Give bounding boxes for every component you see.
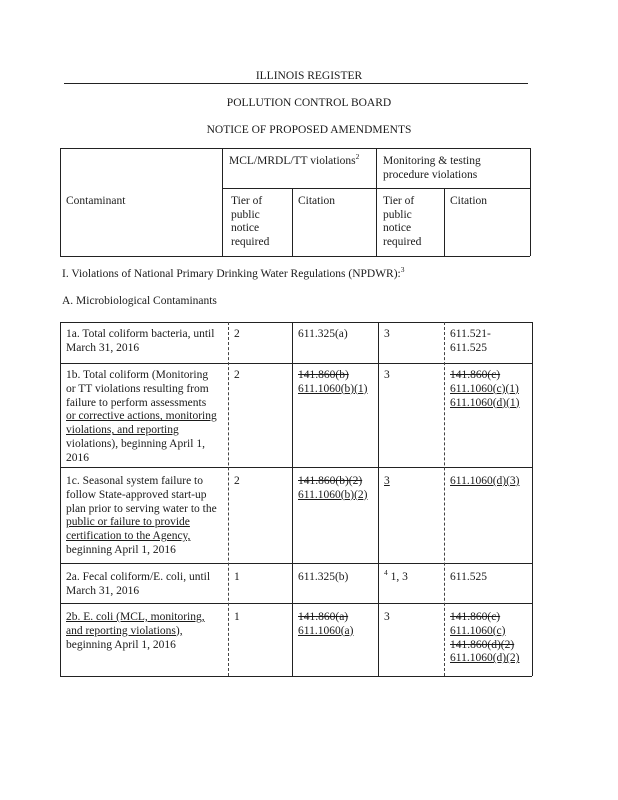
row-tier-monitoring: 3: [384, 328, 390, 340]
row-tier-monitoring: 3: [384, 369, 390, 381]
notice-title: NOTICE OF PROPOSED AMENDMENTS: [206, 124, 412, 136]
row-citation-monitoring: 611.521- 611.525: [450, 328, 491, 354]
row-citation-monitoring: 141.860(c) 611.1060(c) 141.860(d)(2) 611.1060(d)(2): [450, 611, 520, 665]
row-contaminant: 2b. E. coli (MCL, monitoring, and reporting violations), beginning April 1, 2016: [66, 611, 205, 651]
row-contaminant: 2a. Fecal coliform/E. coli, until March 31, 2016: [66, 571, 211, 597]
board-title: POLLUTION CONTROL BOARD: [226, 97, 392, 109]
row-contaminant: 1a. Total coliform bacteria, until March 31, 2016: [66, 328, 215, 354]
tier-column-heading-1: Tier of public notice required: [231, 195, 270, 248]
tier-column-heading-2: Tier of public notice required: [383, 195, 422, 248]
row-contaminant: 1c. Seasonal system failure to follow State-approved start-up plan prior to serving water to the public or failure to provide certification to the Agency, beginning April 1, 2016: [66, 475, 217, 556]
row-tier-mcl: 1: [234, 571, 240, 583]
citation-column-heading-1: Citation: [298, 195, 336, 207]
row-tier-mcl: 2: [234, 369, 240, 381]
row-citation-mcl: 611.325(a): [298, 328, 348, 340]
row-tier-mcl: 2: [234, 475, 240, 487]
citation-column-heading-2: Citation: [450, 195, 488, 207]
row-tier-mcl: 1: [234, 611, 240, 623]
contaminant-column-heading: Contaminant: [66, 195, 126, 207]
row-citation-mcl: 141.860(b)(2) 611.1060(b)(2): [298, 475, 368, 501]
row-citation-monitoring: 611.1060(d)(3): [450, 475, 520, 487]
row-citation-mcl: 611.325(b): [298, 571, 349, 583]
mcl-group-heading: MCL/MRDL/TT violations$^2$: [229, 152, 360, 167]
row-contaminant: 1b. Total coliform (Monitoring or TT violations resulting from failure to perform assessments or corrective actions, monitoring violations, and reporting violations), beginning April 1, 2016: [66, 369, 217, 464]
row-tier-mcl: 2: [234, 328, 240, 340]
row-citation-monitoring: 141.860(c) 611.1060(c)(1) 611.1060(d)(1): [450, 369, 520, 409]
row-citation-mcl: 141.860(a) 611.1060(a): [298, 611, 354, 637]
monitoring-group-heading: Monitoring & testing procedure violations: [383, 155, 481, 181]
row-tier-monitoring: 3: [384, 611, 390, 623]
row-citation-mcl: 141.860(b) 611.1060(b)(1): [298, 369, 368, 395]
row-tier-monitoring: 3: [384, 475, 390, 487]
subsection-heading: A. Microbiological Contaminants: [62, 295, 217, 307]
register-title: ILLINOIS REGISTER: [255, 70, 363, 82]
section-heading: I. Violations of National Primary Drinking Water Regulations (NPDWR):$^3$: [62, 265, 405, 280]
row-citation-monitoring: 611.525: [450, 571, 487, 583]
row-tier-monitoring: $^4$ 1, 3: [384, 568, 408, 583]
